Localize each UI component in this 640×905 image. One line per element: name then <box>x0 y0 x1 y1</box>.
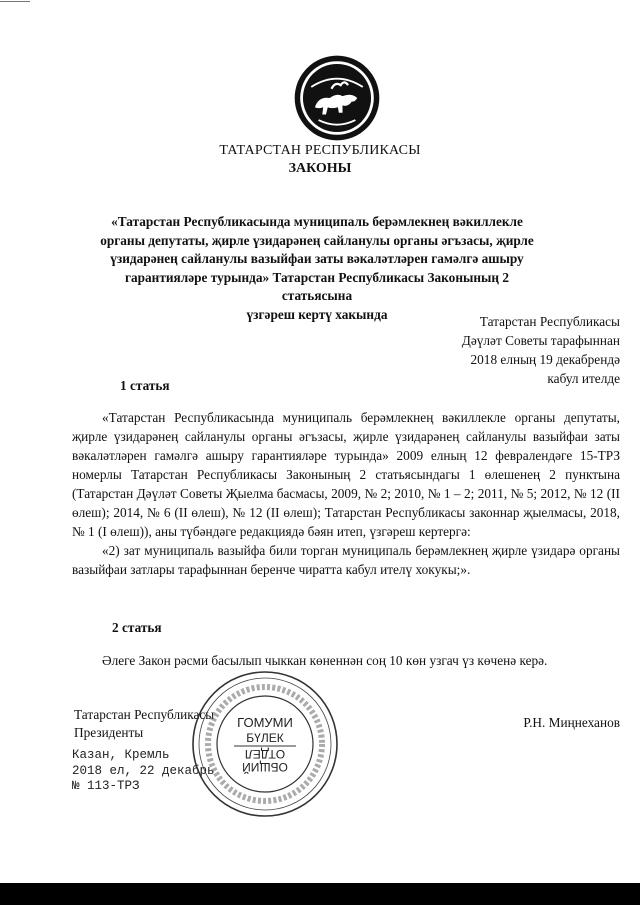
scan-border <box>0 883 640 905</box>
footer-place: Казан, Кремль <box>72 748 170 762</box>
adoption-line: 2018 елның 19 декабрендә <box>470 352 620 367</box>
official-stamp <box>190 669 340 819</box>
title-line: «Татарстан Республикасында муниципаль берәмлекнең вәкиллекле <box>111 214 523 229</box>
signature-line: Татарстан Республикасы <box>74 707 215 722</box>
adoption-line: Татарстан Республикасы <box>479 314 620 329</box>
adoption-line: Дәүләт Советы тарафыннан <box>461 333 620 348</box>
title-line: гарантияләре турында» Татарстан Республикасы Законының 2 статьясына <box>124 269 510 303</box>
header-republic: ТАТАРСТАН РЕСПУБЛИКАСЫ <box>219 143 421 158</box>
header-law: ЗАКОНЫ <box>288 161 352 176</box>
adoption-block <box>462 312 620 388</box>
title-line: органы депутаты, җирле үзидарәнең сайланулы органы әгъзасы, җирле <box>100 232 534 248</box>
stamp-text: ОБЩИЙ <box>242 760 288 774</box>
signature-name: Р.Н. Миңнеханов <box>523 715 620 730</box>
tatarstan-emblem-icon <box>291 52 383 144</box>
stamp-text: БҮЛЕК <box>246 731 284 745</box>
article-1-paragraph: «Татарстан Республикасында муниципаль берәмлекнең вәкиллекле органы депутаты, җирле үзидарәнең сайланулы органы әгъзасы, җирле үзидарәнең сайланулы вазыйфаи заты вәкаләтләрен гамәлгә ашыру гарантияләре турында» 2009 елның 12 февралендәге 15-ТРЗ номерлы Татарстан Республикасы Законының 2 статьясындагы 1 өлешенең 2 пунктына (Татарстан Дәүләт Советы Җыелма басмасы, 2009, № 2; 2010, № 1 – 2; 2011, № 5; 2012, № 12 (II өлеш); 2014, № 6 (II өлеш), № 12 (II өлеш); Татарстан Республикасы законнар җыелмасы, 2018, № 1 (I өлеш)), аны түбәндәге редакциядә бәян итеп, үзгәреш кертергә: <box>72 410 620 539</box>
article-2-heading: 2 статья <box>112 620 162 635</box>
signature-line: Президенты <box>74 725 144 740</box>
article-1-body <box>72 408 620 579</box>
footer-date: 2018 ел, 22 декабрь <box>72 763 215 778</box>
title-line: үзгәреш кертү хакында <box>246 306 388 322</box>
article-1-paragraph: «2) зат муниципаль вазыйфа били торган муниципаль берәмлекнең җирле үзидарә органы вазыйфаи затлары тарафыннан беренче чиратта кабул ителү хокукы;». <box>72 543 620 577</box>
stamp-text: ГОМУМИ <box>237 715 293 730</box>
scan-mark <box>0 1 30 2</box>
footer-number: № 113-ТРЗ <box>72 779 140 793</box>
article-2-paragraph: Әлеге Закон рәсми басылып чыккан көненнән соң 10 көн узгач үз көченә керә. <box>102 653 548 668</box>
title-line: үзидарәнең сайланулы вазыйфаи заты вәкаләтләрен гамәлгә ашыру <box>110 251 524 266</box>
adoption-line: кабул ителде <box>547 371 620 386</box>
law-title <box>92 213 542 324</box>
stamp-text: ОТДЕЛ <box>244 747 286 761</box>
article-1-heading: 1 статья <box>120 378 170 393</box>
